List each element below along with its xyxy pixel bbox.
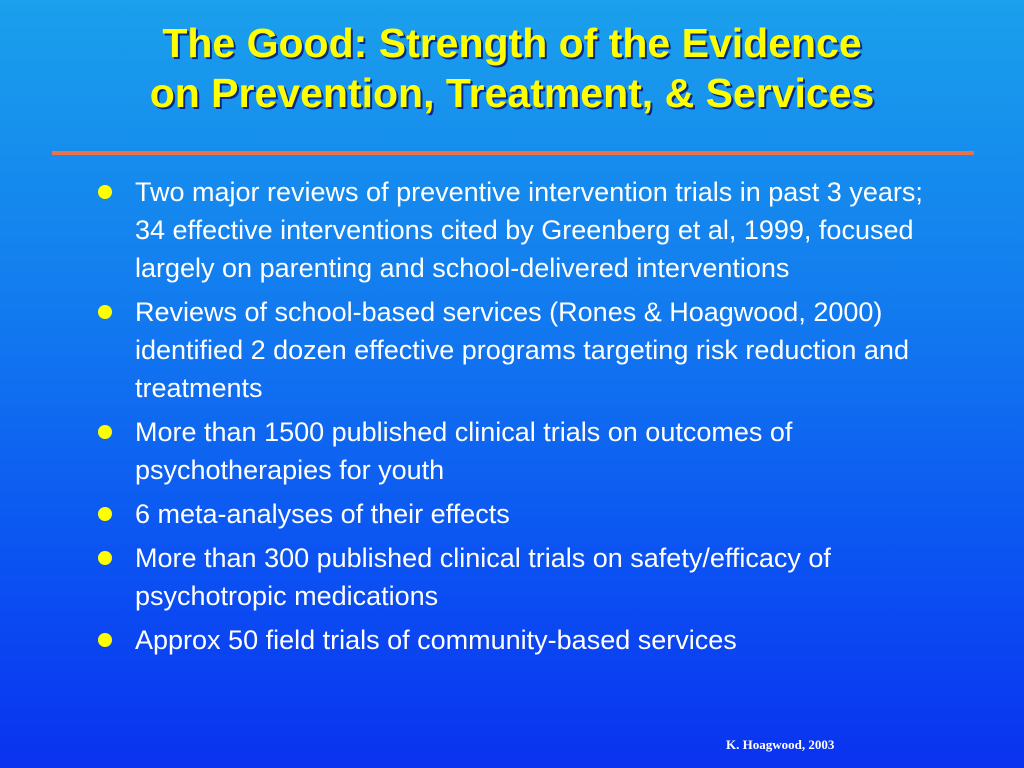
bullet-text: Two major reviews of preventive intervention trials in past 3 years; 34 effective interventions cited by Greenberg et al, 1999, focused largely on parenting and school-delivered interventions [135, 177, 923, 283]
slide-title-line-2: on Prevention, Treatment, & Services [149, 70, 875, 116]
bullet-text: Approx 50 field trials of community-based services [135, 625, 737, 655]
bullet-text: More than 300 published clinical trials on safety/efficacy of psychotropic medications [135, 543, 831, 611]
bullet-item-meta-analyses [96, 495, 956, 533]
bullet-dot-icon [98, 305, 112, 319]
bullet-text: 6 meta-analyses of their effects [135, 499, 510, 529]
slide-title-line-1: The Good: Strength of the Evidence [162, 20, 862, 66]
bullet-text: More than 1500 published clinical trials on outcomes of psychotherapies for youth [135, 417, 793, 485]
bullet-item-psychotherapy-trials [96, 413, 956, 489]
bullet-dot-icon [98, 551, 112, 565]
bullet-item-field-trials [96, 621, 956, 659]
bullet-item-school-services [96, 293, 956, 407]
slide-title [0, 18, 1024, 118]
bullet-text: Reviews of school-based services (Rones & Hoagwood, 2000) identified 2 dozen effective programs targeting risk reduction and treatments [135, 297, 909, 403]
bullet-item-preventive-reviews [96, 173, 956, 287]
bullet-list [96, 173, 956, 665]
title-divider [52, 151, 974, 155]
bullet-item-medication-trials [96, 539, 956, 615]
bullet-dot-icon [98, 425, 112, 439]
bullet-dot-icon [98, 633, 112, 647]
author-credit: K. Hoagwood, 2003 [726, 737, 835, 752]
bullet-dot-icon [98, 185, 112, 199]
bullet-dot-icon [98, 507, 112, 521]
